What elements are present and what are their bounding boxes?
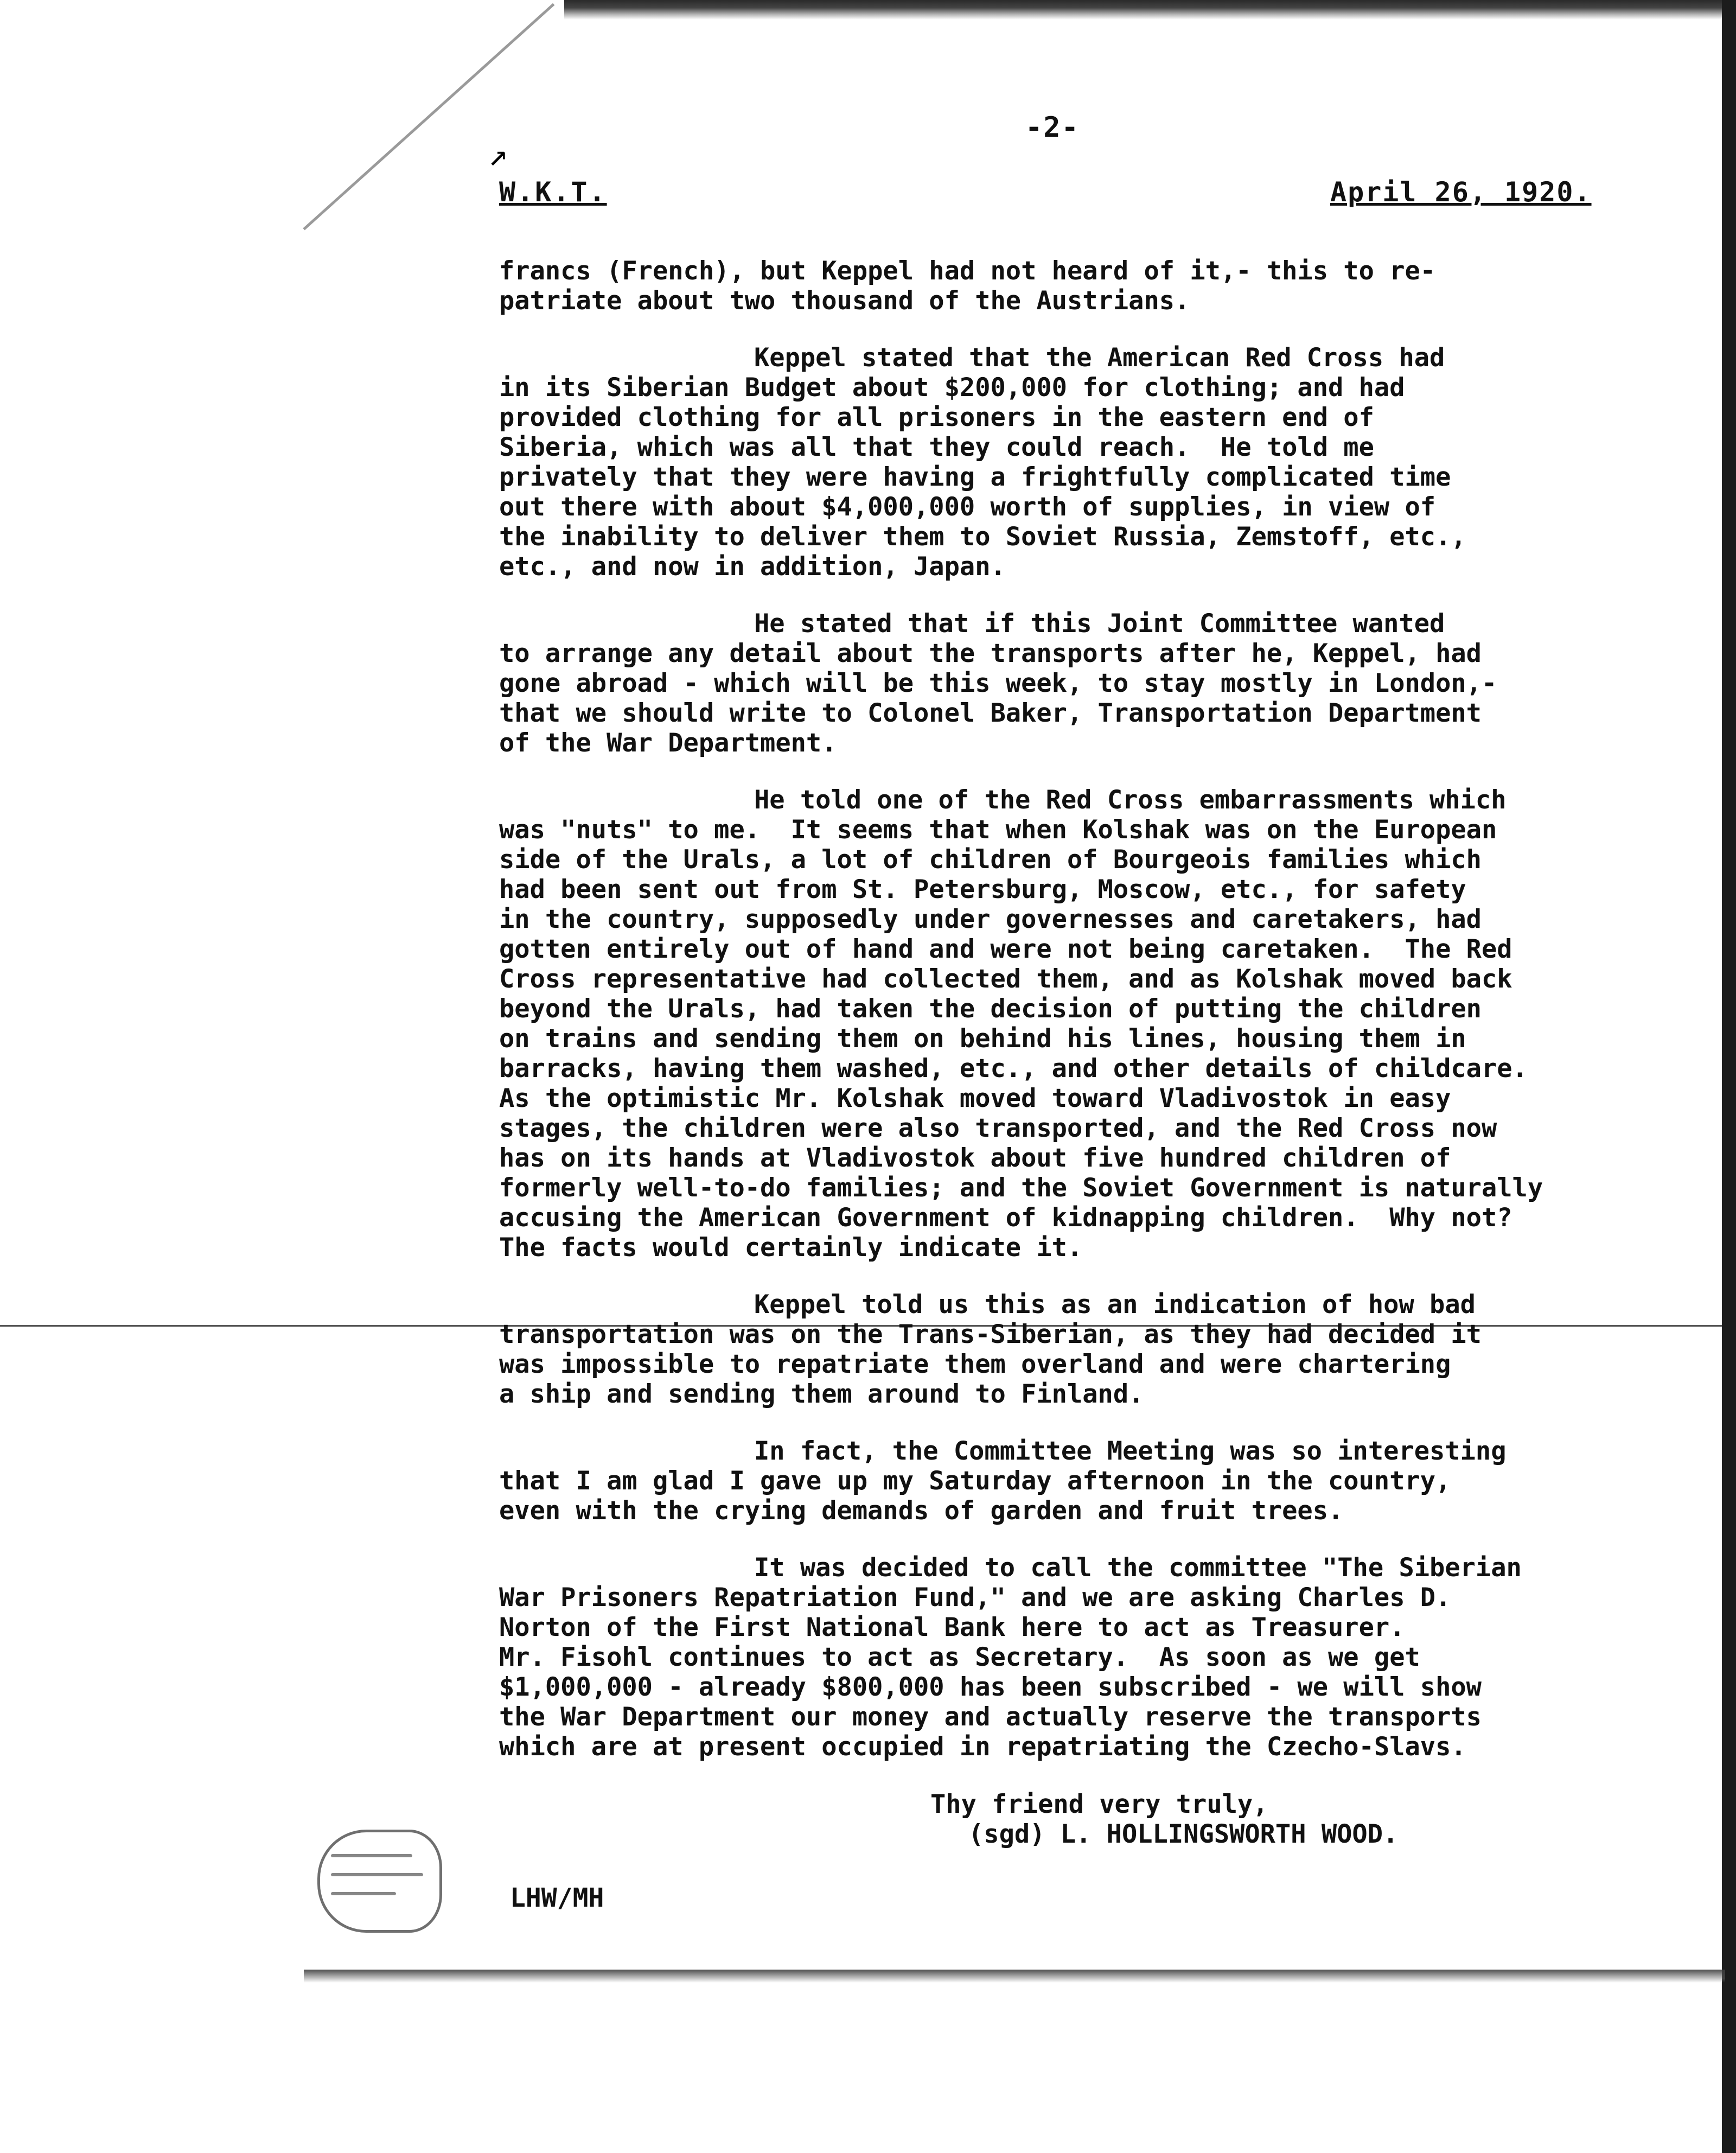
text-line: As the optimistic Mr. Kolshak moved toward Vladivostok in easy bbox=[499, 1084, 1451, 1113]
paragraph-gap bbox=[499, 316, 1671, 343]
text-line: had been sent out from St. Petersburg, Moscow, etc., for safety bbox=[499, 875, 1466, 904]
text-line: He stated that if this Joint Committee wanted bbox=[754, 609, 1445, 639]
text-line: The facts would certainly indicate it. bbox=[499, 1233, 1083, 1263]
text-line: Keppel stated that the American Red Cross had bbox=[754, 343, 1445, 373]
text-line: patriate about two thousand of the Austrians. bbox=[499, 286, 1190, 316]
text-line: He told one of the Red Cross embarrassments which bbox=[754, 785, 1507, 815]
text-line: side of the Urals, a lot of children of Bourgeois families which bbox=[499, 845, 1482, 875]
paragraph-gap bbox=[499, 582, 1671, 609]
scan-edge-right bbox=[1722, 0, 1736, 2153]
text-line: Keppel told us this as an indication of how bad bbox=[754, 1290, 1476, 1320]
text-line: which are at present occupied in repatriating the Czecho-Slavs. bbox=[499, 1732, 1466, 1762]
stamp-seal bbox=[317, 1830, 442, 1933]
text-line: beyond the Urals, had taken the decision of putting the children bbox=[499, 994, 1482, 1024]
text-line: was "nuts" to me. It seems that when Kolshak was on the European bbox=[499, 815, 1497, 845]
text-line: It was decided to call the committee "The Siberian bbox=[754, 1553, 1522, 1583]
scan-edge-bottom bbox=[304, 1970, 1725, 1983]
paragraph-gap bbox=[499, 758, 1671, 785]
text-line: Mr. Fisohl continues to act as Secretary. As soon as we get bbox=[499, 1642, 1420, 1672]
text-line: francs (French), but Keppel had not heard of it,- this to re- bbox=[499, 256, 1436, 286]
text-line: out there with about $4,000,000 worth of supplies, in view of bbox=[499, 492, 1436, 522]
text-line: $1,000,000 - already $800,000 has been subscribed - we will show bbox=[499, 1672, 1482, 1702]
text-line: etc., and now in addition, Japan. bbox=[499, 552, 1006, 582]
text-line: provided clothing for all prisoners in the eastern end of bbox=[499, 403, 1374, 432]
page-number: -2- bbox=[1025, 111, 1080, 144]
text-line: a ship and sending them around to Finland. bbox=[499, 1379, 1144, 1409]
paragraph-gap bbox=[499, 1263, 1671, 1290]
text-line: to arrange any detail about the transports after he, Keppel, had bbox=[499, 639, 1482, 668]
text-line: transportation was on the Trans-Siberian, as they had decided it bbox=[499, 1320, 1482, 1349]
text-line: privately that they were having a frightfully complicated time bbox=[499, 462, 1451, 492]
paragraph bbox=[499, 785, 1671, 1263]
text-line: War Prisoners Repatriation Fund," and we are asking Charles D. bbox=[499, 1583, 1451, 1613]
text-line: that I am glad I gave up my Saturday afternoon in the country, bbox=[499, 1466, 1451, 1496]
text-line: on trains and sending them on behind his lines, housing them in bbox=[499, 1024, 1466, 1054]
text-line: in the country, supposedly under governesses and caretakers, had bbox=[499, 904, 1482, 934]
typist-initials: LHW/MH bbox=[510, 1883, 604, 1913]
signature-line: (sgd) L. HOLLINGSWORTH WOOD. bbox=[968, 1819, 1399, 1849]
text-line: Cross representative had collected them, and as Kolshak moved back bbox=[499, 964, 1512, 994]
paragraph-gap bbox=[499, 1409, 1671, 1436]
header-date: April 26, 1920. bbox=[1330, 176, 1592, 208]
paragraph bbox=[499, 343, 1671, 582]
scan-edge-top bbox=[564, 0, 1736, 20]
closing-line: Thy friend very truly, bbox=[930, 1789, 1268, 1819]
text-line: gone abroad - which will be this week, to stay mostly in London,- bbox=[499, 668, 1497, 698]
pen-mark-icon: ↗ bbox=[488, 136, 508, 174]
text-line: was impossible to repatriate them overland and were chartering bbox=[499, 1349, 1451, 1379]
text-line: the War Department our money and actually reserve the transports bbox=[499, 1702, 1482, 1732]
text-line: the inability to deliver them to Soviet Russia, Zemstoff, etc., bbox=[499, 522, 1466, 552]
letter-body bbox=[499, 256, 1671, 1762]
text-line: stages, the children were also transported, and the Red Cross now bbox=[499, 1113, 1497, 1143]
text-line: formerly well-to-do families; and the Soviet Government is naturally bbox=[499, 1173, 1543, 1203]
text-line: In fact, the Committee Meeting was so interesting bbox=[754, 1436, 1507, 1466]
text-line: of the War Department. bbox=[499, 728, 837, 758]
text-line: in its Siberian Budget about $200,000 for clothing; and had bbox=[499, 373, 1405, 403]
text-line: even with the crying demands of garden and fruit trees. bbox=[499, 1496, 1344, 1526]
text-line: that we should write to Colonel Baker, Transportation Department bbox=[499, 698, 1482, 728]
text-line: Siberia, which was all that they could reach. He told me bbox=[499, 432, 1374, 462]
closing-block bbox=[930, 1789, 1398, 1849]
paragraph bbox=[499, 609, 1671, 758]
text-line: has on its hands at Vladivostok about five hundred children of bbox=[499, 1143, 1451, 1173]
paragraph bbox=[499, 256, 1671, 316]
text-line: barracks, having them washed, etc., and other details of childcare. bbox=[499, 1054, 1528, 1084]
paragraph bbox=[499, 1290, 1671, 1409]
text-line: gotten entirely out of hand and were not being caretaken. The Red bbox=[499, 934, 1512, 964]
text-line: accusing the American Government of kidnapping children. Why not? bbox=[499, 1203, 1512, 1233]
paragraph-gap bbox=[499, 1526, 1671, 1553]
paragraph bbox=[499, 1553, 1671, 1762]
header-initials: W.K.T. bbox=[499, 176, 607, 208]
paragraph bbox=[499, 1436, 1671, 1526]
text-line: Norton of the First National Bank here to act as Treasurer. bbox=[499, 1613, 1405, 1642]
